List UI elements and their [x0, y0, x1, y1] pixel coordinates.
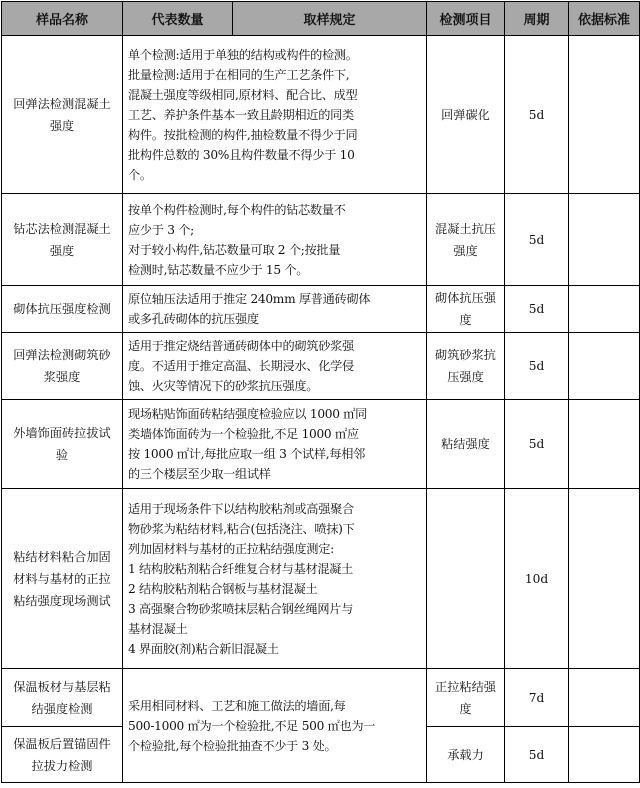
- table-row: [2, 333, 640, 400]
- standard-value: [569, 489, 640, 669]
- standard-value: [569, 333, 640, 400]
- test-item: 承载力: [427, 727, 505, 783]
- rule-text: 原位轴压法适用于推定 240mm 厚普通砖砌体 或多孔砖砌体的抗压强度: [123, 286, 427, 333]
- table-row: [2, 669, 640, 727]
- period-value: 5d: [505, 194, 569, 286]
- inspection-table: [1, 1, 640, 783]
- standard-value: [569, 194, 640, 286]
- table-row: [2, 194, 640, 286]
- header-standard: 依据标准: [569, 2, 640, 36]
- period-value: 5d: [505, 727, 569, 783]
- table-row: [2, 489, 640, 669]
- test-item: [427, 489, 505, 669]
- table-row: [2, 36, 640, 194]
- sample-name: 钻芯法检测混凝土强度: [2, 194, 123, 286]
- sample-name: 粘结材料粘合加固材料与基材的正拉粘结强度现场测试: [2, 489, 123, 669]
- test-item: 正拉粘结强度: [427, 669, 505, 727]
- sample-name: 回弹法检测砌筑砂浆强度: [2, 333, 123, 400]
- test-item: 砌筑砂浆抗压强度: [427, 333, 505, 400]
- standard-value: [569, 286, 640, 333]
- sample-name: 外墙饰面砖拉拔试验: [2, 400, 123, 489]
- test-item: 砌体抗压强度: [427, 286, 505, 333]
- sample-name: 保温板后置锚固件拉拔力检测: [2, 727, 123, 783]
- standard-value: [569, 400, 640, 489]
- header-sample-name: 样品名称: [2, 2, 123, 36]
- table-row: [2, 400, 640, 489]
- standard-value: [569, 727, 640, 783]
- rule-text: 适用于推定烧结普通砖砌体中的砌筑砂浆强 度。不适用于推定高温、长期浸水、化学侵 蚀、火灾等情况下的砂浆抗压强度。: [123, 333, 427, 400]
- sample-name: 回弹法检测混凝土强度: [2, 36, 123, 194]
- header-item: 检测项目: [427, 2, 505, 36]
- period-value: 7d: [505, 669, 569, 727]
- period-value: 5d: [505, 286, 569, 333]
- period-value: 5d: [505, 36, 569, 194]
- header-row: [2, 2, 640, 36]
- period-value: 5d: [505, 333, 569, 400]
- header-period: 周期: [505, 2, 569, 36]
- rule-text: 采用相同材料、工艺和施工做法的墙面,每 500-1000 ㎡为一个检验批,不足 500 ㎡也为一 个检验批,每个检验批抽查不少于 3 处。: [123, 669, 427, 783]
- header-quantity: 代表数量: [123, 2, 233, 36]
- sample-name: 砌体抗压强度检测: [2, 286, 123, 333]
- rule-text: 单个检测:适用于单独的结构或构件的检测。 批量检测:适用于在相同的生产工艺条件下, 混凝土强度等级相同,原材料、配合比、成型 工艺、养护条件基本一致且龄期相近的同类 构件。按批检测的构件,抽检数量不得少于同 批构件总数的 30%且构件数量不得少于 10 个。: [123, 36, 427, 194]
- header-rule: 取样规定: [233, 2, 427, 36]
- standard-value: [569, 36, 640, 194]
- rule-text: 按单个构件检测时,每个构件的钻芯数量不 应少于 3 个; 对于较小构件,钻芯数量可取 2 个;按批量 检测时,钻芯数量不应少于 15 个。: [123, 194, 427, 286]
- test-item: 混凝土抗压强度: [427, 194, 505, 286]
- rule-text: 适用于现场条件下以结构胶粘剂或高强聚合 物砂浆为粘结材料,粘合(包括浇注、喷抹)下 列加固材料与基材的正拉粘结强度测定: 1 结构胶粘剂粘合纤维复合材与基材混凝土 2 结构胶粘剂粘合钢板与基材混凝土 3 高强聚合物砂浆喷抹层粘合钢丝绳网片与 基材混凝土 4 界面胶(剂)粘合新旧混凝土: [123, 489, 427, 669]
- rule-text: 现场粘贴饰面砖粘结强度检验应以 1000 ㎡同 类墙体饰面砖为一个检验批,不足 1000 ㎡应 按 1000 ㎡计,每批应取一组 3 个试样,每相邻 的三个楼层至少取一组试样: [123, 400, 427, 489]
- period-value: 5d: [505, 400, 569, 489]
- table-row: [2, 286, 640, 333]
- test-item: 粘结强度: [427, 400, 505, 489]
- test-item: 回弹碳化: [427, 36, 505, 194]
- sample-name: 保温板材与基层粘结强度检测: [2, 669, 123, 727]
- standard-value: [569, 669, 640, 727]
- period-value: 10d: [505, 489, 569, 669]
